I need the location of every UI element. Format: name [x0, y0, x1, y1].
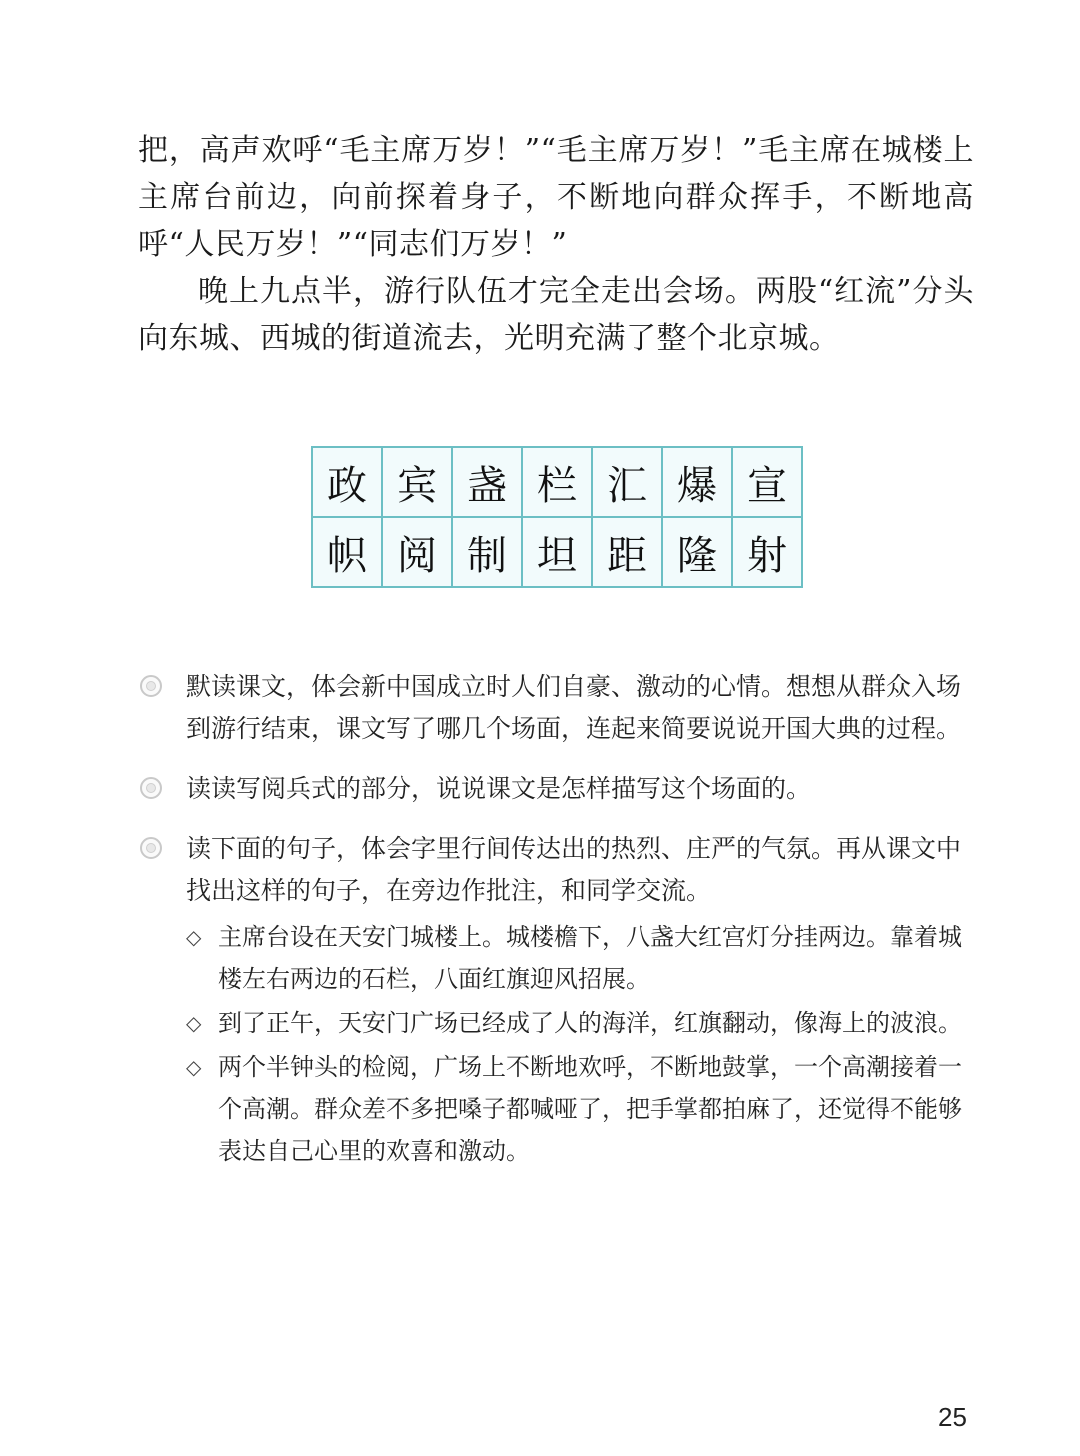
exercise-bullet-icon: [140, 837, 162, 859]
example-text: 到了正午，天安门广场已经成了人的海洋，红旗翻动，像海上的波浪。: [218, 1009, 962, 1037]
grid-character: 爆: [662, 447, 732, 517]
grid-character: 阅: [382, 517, 452, 587]
character-grid-row-2: [312, 517, 802, 587]
exercise-list: [138, 666, 978, 1190]
example-sentence-3: [186, 1046, 978, 1172]
grid-character: 栏: [522, 447, 592, 517]
grid-character: 隆: [662, 517, 732, 587]
grid-character: 制: [452, 517, 522, 587]
diamond-icon: ◇: [186, 1055, 202, 1079]
example-sentences: [186, 916, 978, 1172]
exercise-text: 读读写阅兵式的部分，说说课文是怎样描写这个场面的。: [186, 774, 812, 803]
exercise-text: 默读课文，体会新中国成立时人们自豪、激动的心情。想想从群众入场到游行结束，课文写了哪几个场面，连起来简要说说开国大典的过程。: [186, 672, 962, 743]
grid-character: 帜: [312, 517, 382, 587]
grid-character: 坦: [522, 517, 592, 587]
example-sentence-2: [186, 1002, 978, 1044]
grid-character: 宣: [732, 447, 802, 517]
diamond-icon: ◇: [186, 1011, 202, 1035]
exercise-text: 读下面的句子，体会字里行间传达出的热烈、庄严的气氛。再从课文中找出这样的句子，在旁边作批注，和同学交流。: [186, 834, 962, 905]
example-text: 两个半钟头的检阅，广场上不断地欢呼，不断地鼓掌，一个高潮接着一个高潮。群众差不多把嗓子都喊哑了，把手掌都拍麻了，还觉得不能够表达自己心里的欢喜和激动。: [218, 1053, 962, 1165]
grid-character: 汇: [592, 447, 662, 517]
character-grid: [311, 446, 803, 588]
example-text: 主席台设在天安门城楼上。城楼檐下，八盏大红宫灯分挂两边。靠着城楼左右两边的石栏，八面红旗迎风招展。: [218, 923, 962, 993]
example-sentence-1: [186, 916, 978, 1000]
grid-character: 宾: [382, 447, 452, 517]
main-text: [138, 127, 974, 362]
grid-character: 射: [732, 517, 802, 587]
diamond-icon: ◇: [186, 925, 202, 949]
page-number: 25: [938, 1402, 967, 1432]
grid-character: 政: [312, 447, 382, 517]
exercise-bullet-icon: [140, 675, 162, 697]
exercise-item-1: [138, 666, 978, 750]
exercise-item-3: [138, 828, 978, 1172]
grid-character: 距: [592, 517, 662, 587]
paragraph-1: 把，高声欢呼“毛主席万岁！”“毛主席万岁！”毛主席在城楼上主席台前边，向前探着身子，不断地向群众挥手，不断地高呼“人民万岁！”“同志们万岁！”: [138, 133, 974, 262]
paragraph-2: 晚上九点半，游行队伍才完全走出会场。两股“红流”分头向东城、西城的街道流去，光明充满了整个北京城。: [138, 274, 974, 356]
exercise-item-2: [138, 768, 978, 810]
character-grid-row-1: [312, 447, 802, 517]
grid-character: 盏: [452, 447, 522, 517]
exercise-bullet-icon: [140, 777, 162, 799]
